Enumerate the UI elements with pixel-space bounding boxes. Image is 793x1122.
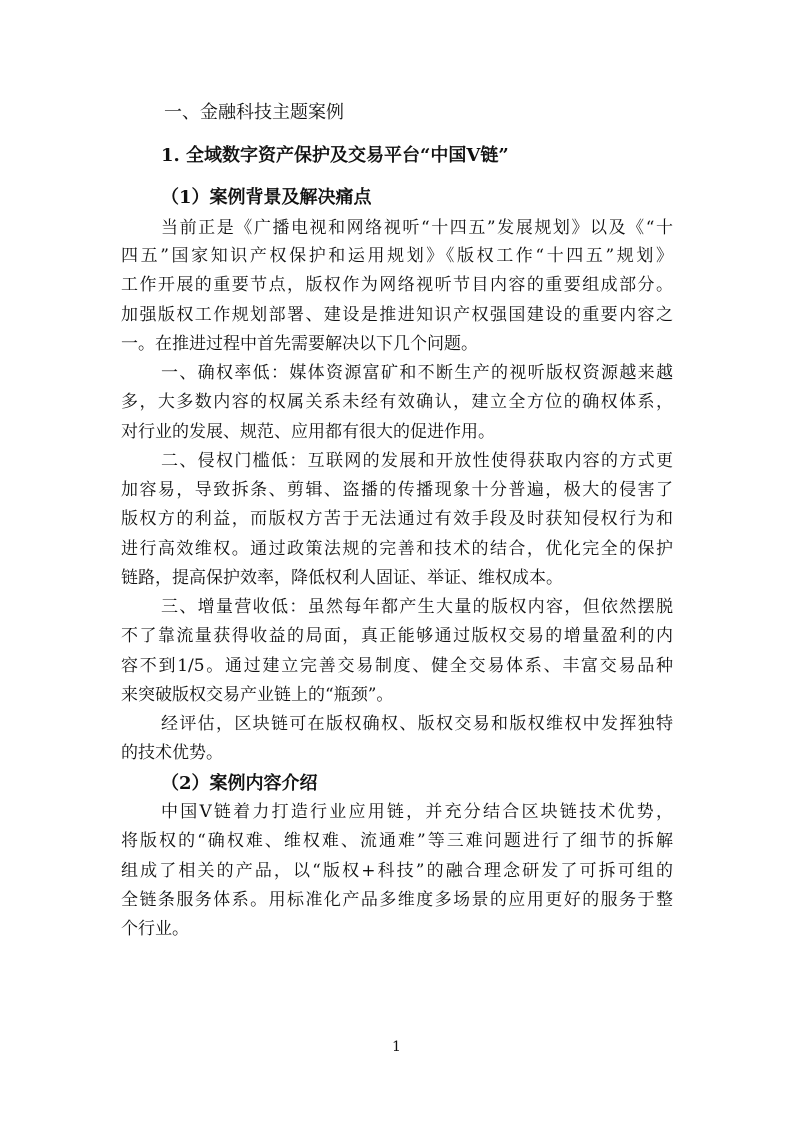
paragraph-line: 一。在推进过程中首先需要解决以下几个问题。 [121, 334, 478, 354]
page-number: 1 [392, 1039, 401, 1055]
paragraph-line: 当前正是《广播电视和网络视听“十四五”发展规划》以及《“十 [161, 218, 673, 238]
paragraph-line: 进行高效维权。通过政策法规的完善和技术的结合，优化完全的保护 [121, 539, 673, 559]
paragraph-line: 容不到1/5。通过建立完善交易制度、健全交易体系、丰富交易品种 [121, 656, 673, 676]
heading-level-2: 1. 全域数字资产保护及交易平台“中国V链” [161, 145, 509, 166]
paragraph-line: 工作开展的重要节点，版权作为网络视听节目内容的重要组成部分。 [121, 275, 673, 295]
paragraph-line: 来突破版权交易产业链上的“瓶颈”。 [121, 685, 394, 705]
paragraph-line: 一、确权率低：媒体资源富矿和不断生产的视听版权资源越来越 [161, 363, 673, 383]
paragraph-line: 的技术优势。 [121, 743, 223, 763]
paragraph-line: 全链条服务体系。用标准化产品多维度多场景的应用更好的服务于整 [121, 890, 673, 910]
paragraph-line: 加容易，导致拆条、剪辑、盗播的传播现象十分普遍，极大的侵害了 [121, 480, 673, 500]
paragraph-line: 四五”国家知识产权保护和运用规划》《版权工作“十四五”规划》 [121, 246, 673, 266]
paragraph-line: 版权方的利益，而版权方苦于无法通过有效手段及时获知侵权行为和 [121, 509, 673, 529]
section-2-title: （2）案例内容介绍 [161, 773, 318, 794]
paragraph-line: 将版权的“确权难、维权难、流通难”等三难问题进行了细节的拆解 [121, 831, 673, 851]
heading-level-1: 一、金融科技主题案例 [164, 102, 344, 123]
paragraph-line: 组成了相关的产品，以“版权+科技”的融合理念研发了可拆可组的 [121, 861, 673, 881]
paragraph-line: 不了靠流量获得收益的局面，真正能够通过版权交易的增量盈利的内 [121, 626, 673, 646]
paragraph-line: 个行业。 [121, 919, 189, 939]
paragraph-line: 链路，提高保护效率，降低权利人固证、举证、维权成本。 [121, 568, 563, 588]
section-1-title: （1）案例背景及解决痛点 [161, 187, 372, 208]
paragraph-line: 三、增量营收低：虽然每年都产生大量的版权内容，但依然摆脱 [161, 597, 673, 617]
paragraph-line: 中国V链着力打造行业应用链，并充分结合区块链技术优势， [161, 802, 673, 822]
paragraph-line: 经评估，区块链可在版权确权、版权交易和版权维权中发挥独特 [161, 714, 673, 734]
paragraph-line: 多，大多数内容的权属关系未经有效确认，建立全方位的确权体系， [121, 392, 673, 412]
paragraph-line: 加强版权工作规划部署、建设是推进知识产权强国建设的重要内容之 [121, 305, 673, 325]
paragraph-line: 二、侵权门槛低：互联网的发展和开放性使得获取内容的方式更 [161, 451, 673, 471]
paragraph-line: 对行业的发展、规范、应用都有很大的促进作用。 [121, 422, 495, 442]
